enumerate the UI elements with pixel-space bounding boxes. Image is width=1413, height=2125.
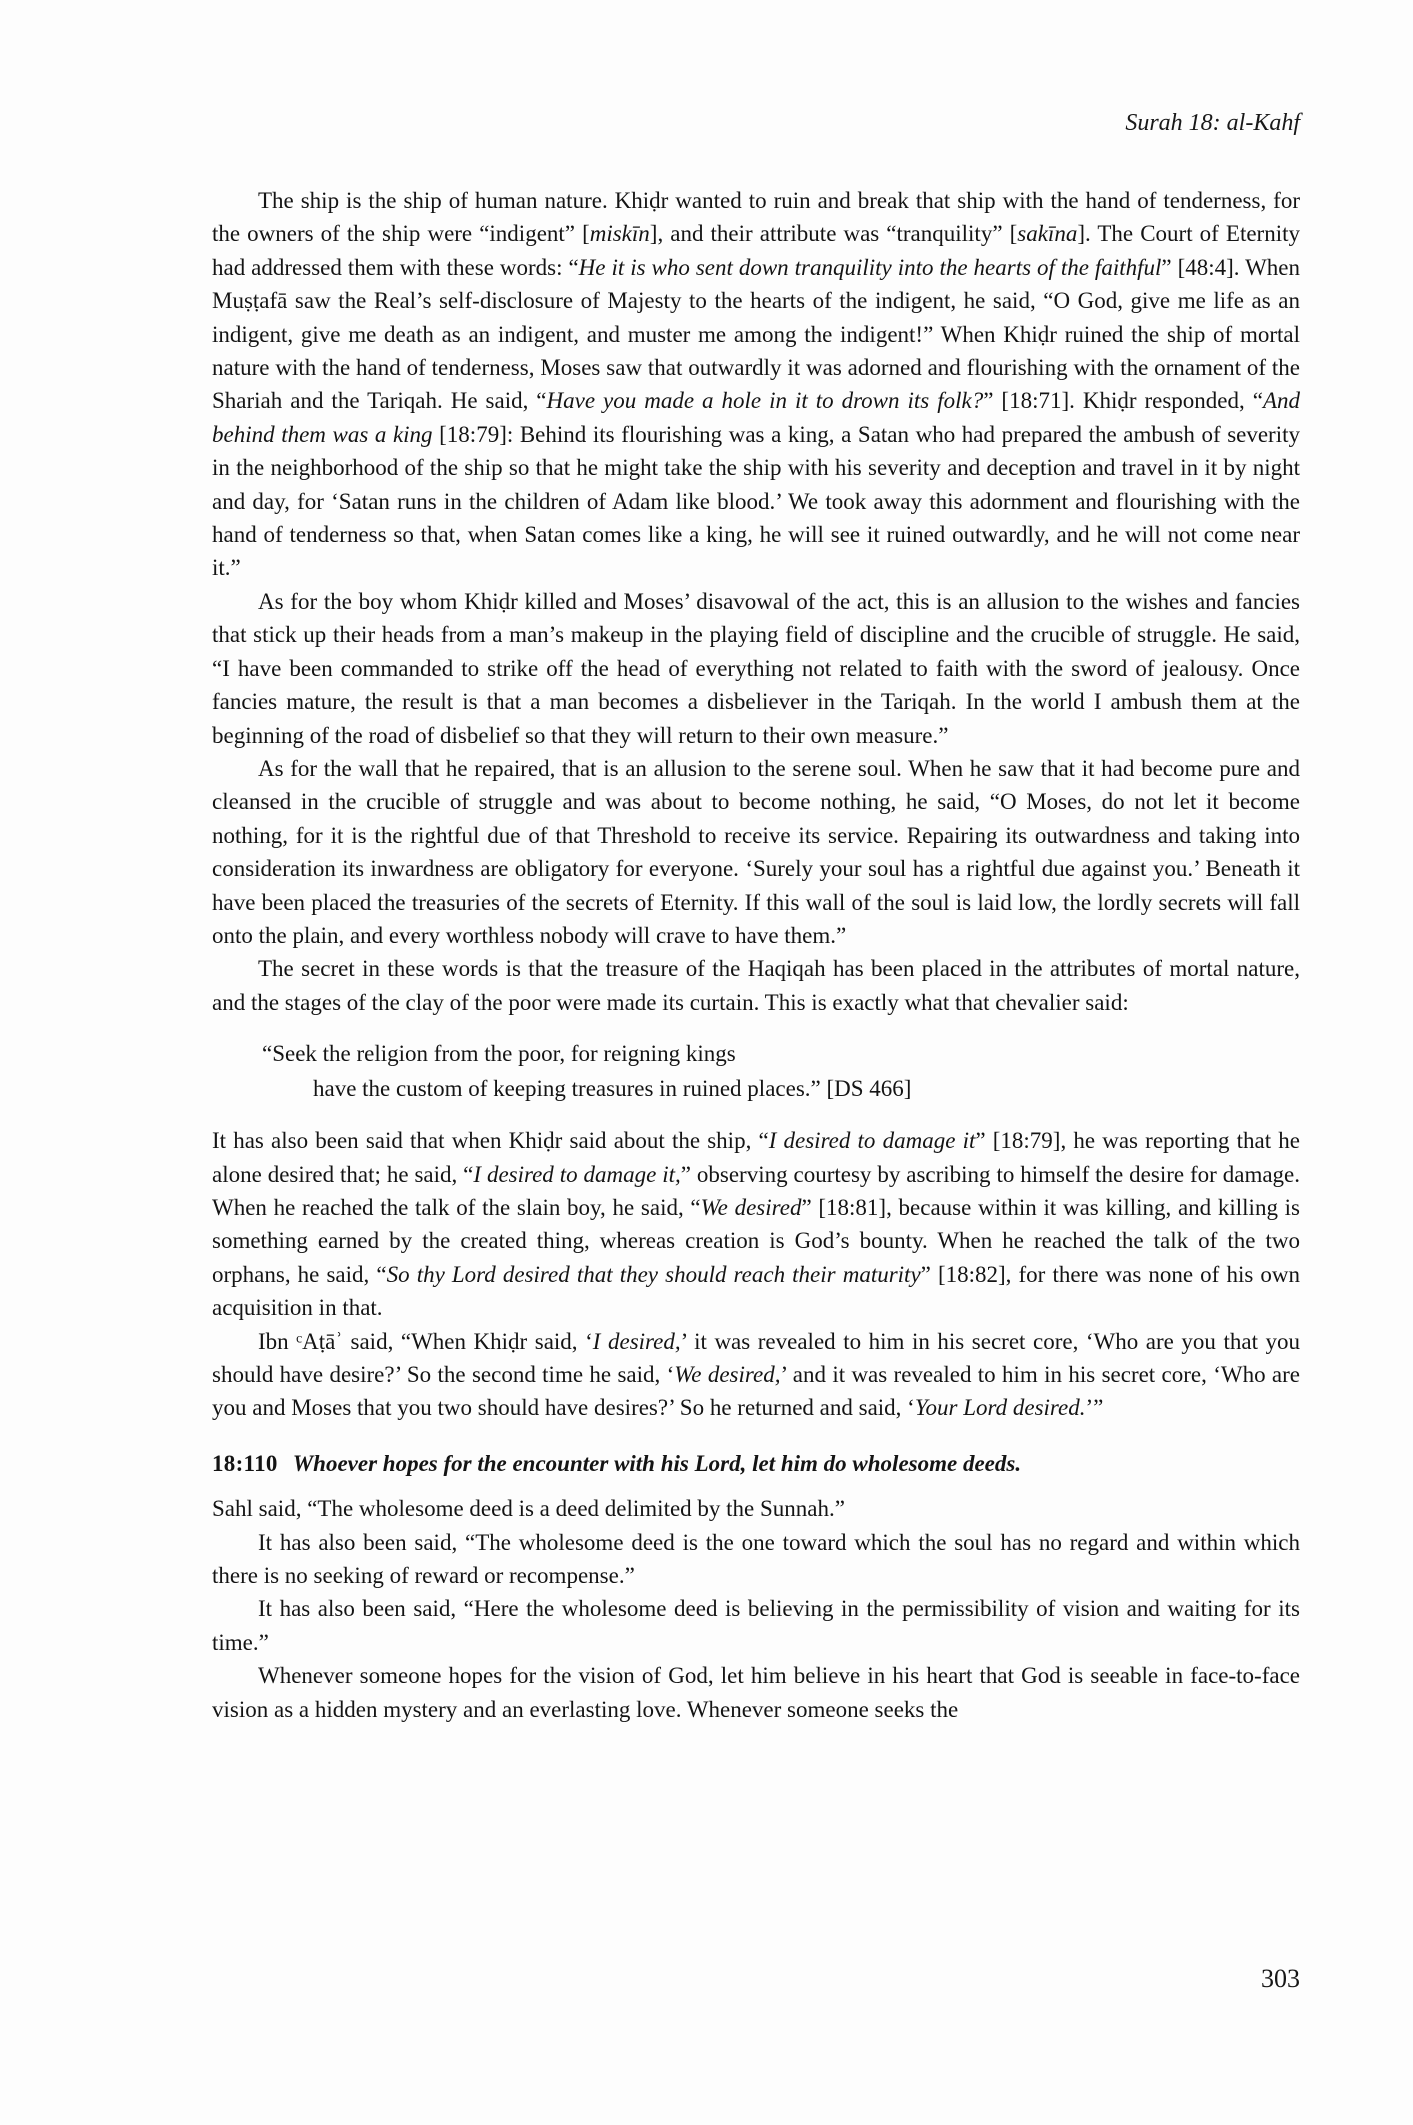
verse-number: 18:110 bbox=[212, 1450, 278, 1476]
verse-title: Whoever hopes for the encounter with his Lord, let him do wholesome deeds. bbox=[292, 1450, 1022, 1476]
paragraph: As for the boy whom Khiḍr killed and Moses’ disavowal of the act, this is an allusion to the wishes and fancies that stick up their heads from a man’s makeup in the playing field of discipline and the crucible of struggle. He said, “I have been commanded to strike off the head of everything not related to faith with the sword of jealousy. Once fancies mature, the result is that a man becomes a disbeliever in the Tariqah. In the world I ambush them at the beginning of the road of disbelief so that they will return to their own measure.” bbox=[212, 588, 1300, 748]
paragraph: It has also been said that when Khiḍr said about the ship, “I desired to damage it” [18:79], he was reporting that he alone desired that; he said, “I desired to damage it,” observing courtesy by ascribing to himself the desire for damage. When he reached the talk of the slain boy, he said, “We desired” [18:81], because within it was killing, and killing is something earned by the created thing, whereas creation is God’s bounty. When he reached the talk of the two orphans, he said, “So thy Lord desired that they should reach their maturity” [18:82], for there was none of his own acquisition in that. bbox=[212, 1128, 1300, 1321]
paragraph: It has also been said, “The wholesome deed is the one toward which the soul has no regard and within which there is no seeking of reward or recompense.” bbox=[212, 1529, 1300, 1589]
paragraph: The secret in these words is that the treasure of the Haqiqah has been placed in the attributes of mortal nature, and the stages of the clay of the poor were made its curtain. This is exactly what that chevalier said: bbox=[212, 956, 1300, 1015]
paragraph: As for the wall that he repaired, that is an allusion to the serene soul. When he saw that it had become pure and cleansed in the crucible of struggle and was about to become nothing, he said, “O Moses, do not let it become nothing, for it is the rightful due of that Threshold to receive its service. Repairing its outwardness and taking into consideration its inwardness are obligatory for everyone. ‘Surely your soul has a rightful due against you.’ Beneath it have been placed the treasuries of the secrets of Eternity. If this wall of the soul is laid low, the lordly secrets will fall onto the plain, and every worthless nobody will crave to have them.” bbox=[212, 755, 1300, 948]
verse-heading bbox=[212, 1447, 1300, 1480]
paragraph: The ship is the ship of human nature. Khiḍr wanted to ruin and break that ship with the hand of tenderness, for the owners of the ship were “indigent” [miskīn], and their attribute was “tranquility” [sakīna]. The Court of Eternity had addressed them with these words: “He it is who sent down tranquility into the hearts of the faithful” [48:4]. When Muṣṭafā saw the Real’s self-disclosure of Majesty to the hearts of the indigent, he said, “O God, give me life as an indigent, give me death as an indigent, and muster me among the indigent!” When Khiḍr ruined the ship of mortal nature with the hand of tenderness, Moses saw that outwardly it was adorned and flourishing with the ornament of the Shariah and the Tariqah. He said, “Have you made a hole in it to drown its folk?” [18:71]. Khiḍr responded, “And behind them was a king [18:79]: Behind its flourishing was a king, a Satan who had prepared the ambush of severity in the neighborhood of the ship so that he might take the ship with his severity and deception and travel in it by night and day, for ‘Satan runs in the children of Adam like blood.’ We took away this adornment and flourishing with the hand of tenderness so that, when Satan comes like a king, he will see it ruined outwardly, and he will not come near it.” bbox=[212, 188, 1301, 581]
verse-line: have the custom of keeping treasures in ruined places.” [DS 466] bbox=[313, 1075, 912, 1101]
verse-quote bbox=[262, 1037, 1300, 1106]
paragraph: Whenever someone hopes for the vision of God, let him believe in his heart that God is seeable in face-to-face vision as a hidden mystery and an everlasting love. Whenever someone seeks the bbox=[212, 1663, 1300, 1722]
page-number: 303 bbox=[1261, 1964, 1300, 1993]
verse-line: “Seek the religion from the poor, for reigning kings bbox=[262, 1041, 736, 1067]
page-body bbox=[212, 184, 1300, 1726]
paragraph: Sahl said, “The wholesome deed is a deed delimited by the Sunnah.” bbox=[212, 1496, 845, 1522]
running-head: Surah 18: al-Kahf bbox=[1125, 110, 1300, 136]
paragraph: It has also been said, “Here the wholesome deed is believing in the permissibility of vision and waiting for its time.” bbox=[212, 1596, 1300, 1655]
paragraph: Ibn ᶜAṭāʾ said, “When Khiḍr said, ‘I desired,’ it was revealed to him in his secret core, ‘Who are you that you should have desire?’ So the second time he said, ‘We desired,’ and it was revealed to him in his secret core, ‘Who are you and Moses that you two should have desires?’ So he returned and said, ‘Your Lord desired.’” bbox=[212, 1328, 1301, 1421]
